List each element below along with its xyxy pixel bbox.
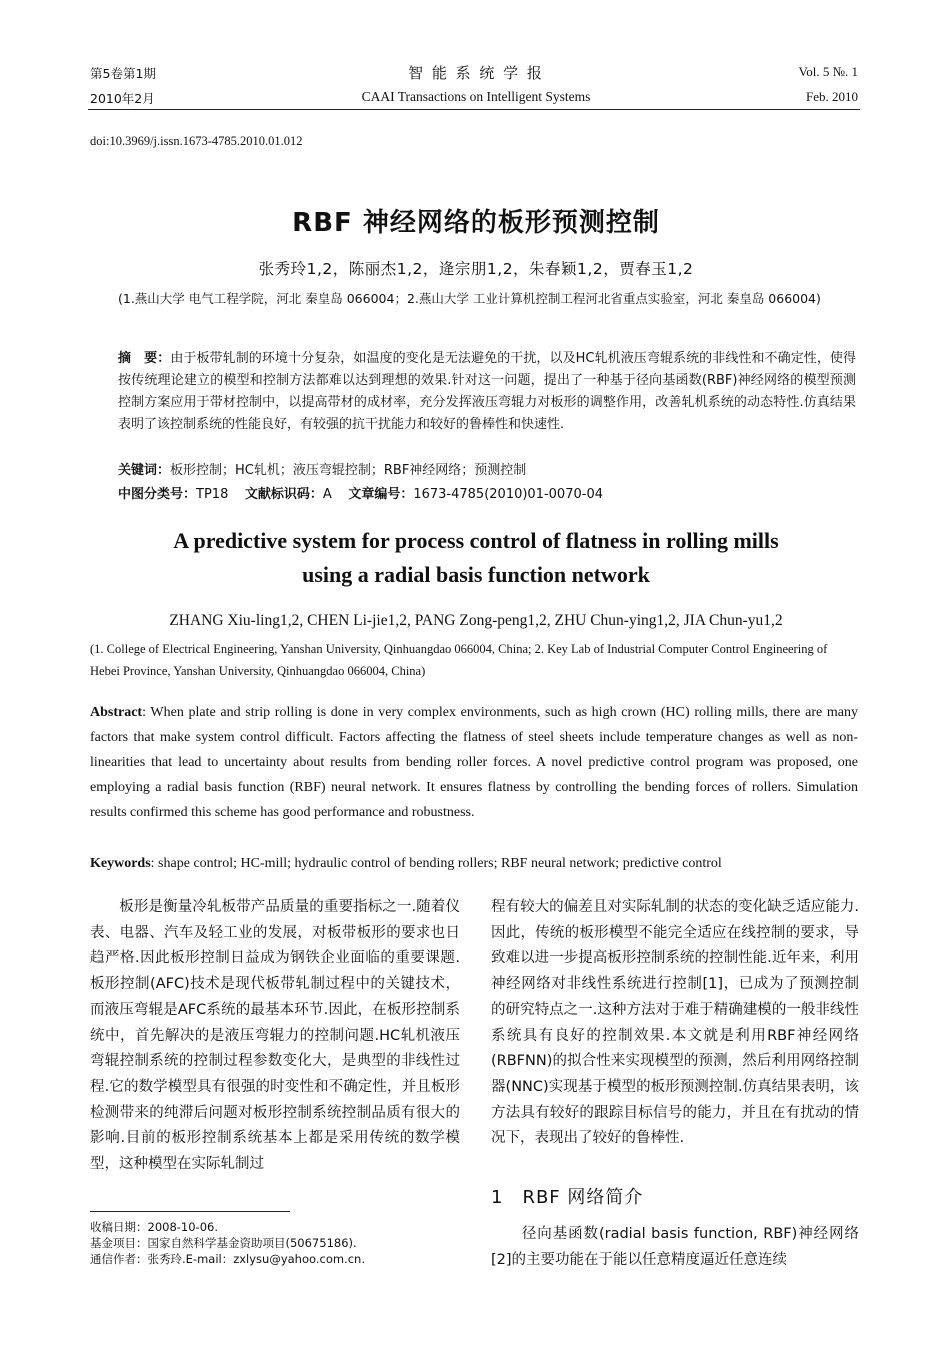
authors-en: ZHANG Xiu-ling1,2, CHEN Li-jie1,2, PANG Zong-peng1,2, ZHU Chun-ying1,2, JIA Chun-yu1,2 [169, 612, 783, 629]
affiliation-en: (1. College of Electrical Engineering, Yanshan University, Qinhuangdao 066004, China; 2. Key Lab of Industrial Computer Control Engineering of Hebei Province, Yanshan University, Qinhuangdao 066004, China) [90, 642, 828, 678]
doc-code-value: A [322, 487, 332, 502]
clc-value: TP18 [196, 487, 229, 502]
title-cn: RBF 神经网络的板形预测控制 [292, 208, 660, 238]
abstract-cn [118, 348, 856, 436]
abstract-en-text: : When plate and strip rolling is done in very complex environments, such as high crown (HC) rolling mills, there are many factors that make system control difficult. Factors affecting the flatness of steel sheets include temperature changes as well as non-linearities that lead to uncertainty about results from bending roller forces. A novel predictive control program was proposed, one employing a radial basis function (RBF) neural network. It ensures flatness by controlling the bending forces of rollers. Simulation results confirmed this scheme has good performance and robustness. [90, 705, 858, 820]
doc-code-label: 文献标识码： [244, 487, 323, 502]
keywords-en-label: Keywords [90, 856, 151, 871]
header-journal-cn: 智 能 系 统 学 报 [408, 64, 544, 82]
footnote-corresponding: 通信作者：张秀玲.E-mail：zxlysu@yahoo.com.cn. [90, 1252, 365, 1266]
footnotes [90, 1219, 365, 1267]
footnote-fund: 基金项目：国家自然科学基金资助项目(50675186). [90, 1236, 357, 1250]
body-right-column: 程有较大的偏差且对实际轧制的状态的变化缺乏适应能力.因此，传统的板形模型不能完全适应在线控制的要求，导致难以进一步提高板形控制系统的控制性能.近年来，利用神经网络对非线性系统进行控制[1]，已成为了预测控制的研究特点之一.这种方法对于难于精确建模的一般非线性系统具有良好的控制效果.本文就是利用RBF神经网络(RBFNN)的拟合性来实现模型的预测，然后利用网络控制器(NNC)实现基于模型的板形预测控制.仿真结果表明，该方法具有较好的跟踪目标信号的能力，并且在有扰动的情况下，表现出了较好的鲁棒性. [491, 899, 859, 1147]
section-1-text: 径向基函数(radial basis function, RBF)神经网络[2]的主要功能在于能以任意精度逼近任意连续 [491, 1226, 859, 1268]
title-en-line2: using a radial basis function network [302, 562, 650, 587]
keywords-cn-text: 板形控制；HC轧机；液压弯辊控制；RBF神经网络；预测控制 [170, 463, 527, 478]
clc-label: 中图分类号： [118, 487, 197, 502]
header-volume-en: Vol. 5 №. 1 [798, 64, 858, 79]
keywords-en [90, 851, 858, 876]
title-en-line1: A predictive system for process control of flatness in rolling mills [173, 528, 779, 553]
doi: doi:10.3969/j.issn.1673-4785.2010.01.012 [90, 134, 303, 148]
abstract-cn-text: 由于板带轧制的环境十分复杂，如温度的变化是无法避免的干扰，以及HC轧机液压弯辊系统的非线性和不确定性，使得按传统理论建立的模型和控制方法都难以达到理想的效果.针对这一问题，提出了一种基于径向基函数(RBF)神经网络的模型预测控制方案应用于带材控制中，以提高带材的成材率，充分发挥液压弯辊力对板形的调整作用，改善轧机系统的动态特性.仿真结果表明了该控制系统的性能良好，有较强的抗干扰能力和较好的鲁棒性和快速性. [118, 351, 856, 432]
keywords-en-text: : shape control; HC-mill; hydraulic control of bending rollers; RBF neural network; predictive control [150, 856, 722, 871]
abstract-en-label: Abstract [90, 705, 143, 720]
article-id-label: 文章编号： [348, 487, 414, 502]
affiliation-cn: (1.燕山大学 电气工程学院，河北 秦皇岛 066004；2.燕山大学 工业计算机控制工程河北省重点实验室，河北 秦皇岛 066004) [118, 291, 821, 306]
header-date-cn: 2010年2月 [90, 91, 155, 106]
body-left-column: 板形是衡量冷轧板带产品质量的重要指标之一.随着仪表、电器、汽车及轻工业的发展，对板带板形的要求也日趋严格.因此板形控制日益成为钢铁企业面临的重要课题.板形控制(AFC)技术是现代板带轧制过程中的关键技术，而液压弯辊是AFC系统的最基本环节.因此，在板形控制系统中，首先解决的是液压弯辊力的控制问题.HC轧机液压弯辊控制系统的控制过程参数变化大，是典型的非线性过程.它的数学模型具有很强的时变性和不确定性，并且板形检测带来的纯滞后问题对板形控制系统控制品质有很大的影响.目前的板形控制系统基本上都是采用传统的数学模型，这种模型在实际轧制过 [90, 899, 460, 1173]
keywords-cn-label: 关键词： [118, 463, 171, 478]
classification-line [118, 484, 856, 506]
abstract-cn-label: 摘 要： [118, 351, 171, 366]
authors-cn: 张秀玲1,2，陈丽杰1,2，逄宗朋1,2，朱春颖1,2，贾春玉1,2 [258, 260, 694, 278]
section-1-heading: 1 RBF 网络简介 [491, 1187, 644, 1208]
abstract-en [90, 700, 858, 825]
footnote-received: 收稿日期：2008-10-06. [90, 1220, 218, 1234]
footnote-rule [90, 1211, 290, 1212]
header-volume-cn: 第5卷第1期 [90, 66, 156, 81]
header-journal-en: CAAI Transactions on Intelligent Systems [361, 89, 591, 104]
header-date-en: Feb. 2010 [806, 89, 858, 104]
keywords-cn [118, 460, 856, 482]
header-rule [88, 109, 860, 110]
article-id-value: 1673-4785(2010)01-0070-04 [413, 487, 603, 502]
